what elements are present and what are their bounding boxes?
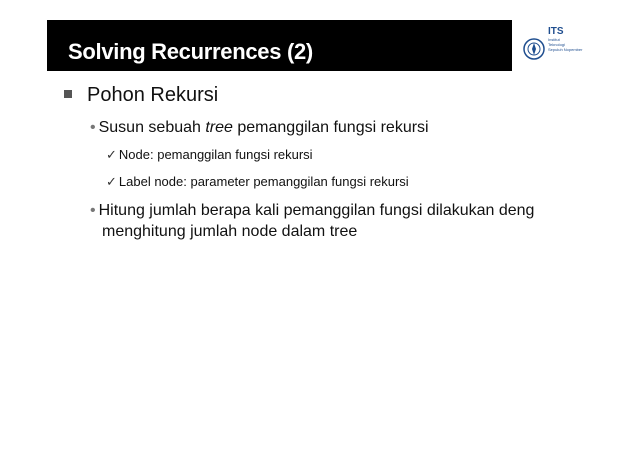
- bullet2-text-line1: Hitung jumlah berapa kali pemanggilan fungsi dilakukan deng: [98, 202, 535, 219]
- bullet1-text-post: pemanggilan fungsi rekursi: [232, 119, 429, 136]
- dot-bullet-icon: •: [90, 202, 96, 219]
- bullet1-text-em: tree: [205, 119, 233, 136]
- bullet-item-1: [90, 119, 429, 137]
- check2-text: Label node: parameter pemanggilan fungsi rekursi: [118, 174, 409, 189]
- dot-bullet-icon: •: [90, 119, 96, 136]
- square-bullet-icon: [64, 90, 72, 98]
- logo-subtitle-3: Sepuluh Nopember: [548, 47, 583, 52]
- bullet-item-2-continuation: [102, 223, 357, 241]
- bullet1-text-pre: Susun sebuah: [98, 119, 206, 136]
- level1-text: Pohon Rekursi: [87, 84, 219, 106]
- logo-subtitle-1: Institut: [548, 37, 560, 42]
- bullet2-text-line2: menghitung jumlah node dalam tree: [102, 223, 358, 240]
- bullet-item-2: [90, 202, 534, 220]
- level1-item: [64, 84, 218, 107]
- logo-name: ITS: [548, 26, 564, 37]
- checkmark-icon: ✓: [106, 174, 117, 189]
- slide-title: Solving Recurrences (2): [68, 39, 313, 64]
- checkmark-icon: ✓: [106, 147, 117, 162]
- check-item-2: [106, 174, 409, 190]
- check1-text: Node: pemanggilan fungsi rekursi: [118, 147, 313, 162]
- logo-subtitle-2: Teknologi: [548, 42, 565, 47]
- check-item-1: [106, 147, 313, 163]
